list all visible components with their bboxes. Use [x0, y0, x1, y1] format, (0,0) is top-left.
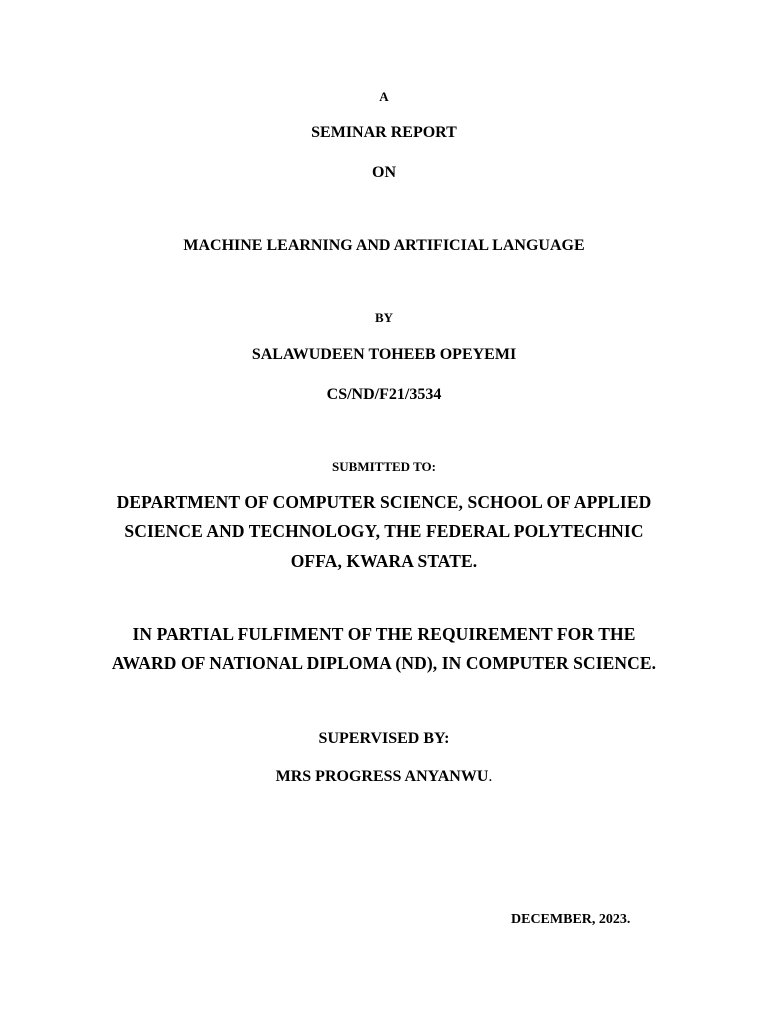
- report-topic: MACHINE LEARNING AND ARTIFICIAL LANGUAGE: [183, 237, 585, 254]
- supervisor-trailing-period: .: [488, 768, 493, 785]
- by-word: BY: [374, 310, 394, 325]
- supervisor-name: MRS PROGRESS ANYANWU: [275, 768, 489, 785]
- article-a: A: [379, 89, 389, 104]
- purpose-line-2: AWARD OF NATIONAL DIPLOMA (ND), IN COMPUTER SCIENCE.: [111, 653, 657, 673]
- report-date: DECEMBER, 2023.: [511, 912, 631, 927]
- report-type-heading: SEMINAR REPORT: [311, 124, 457, 141]
- department-line-2: SCIENCE AND TECHNOLOGY, THE FEDERAL POLYTECHNIC: [124, 521, 644, 541]
- author-name: SALAWUDEEN TOHEEB OPEYEMI: [251, 346, 517, 363]
- matric-number: CS/ND/F21/3534: [326, 386, 442, 403]
- department-line-1: DEPARTMENT OF COMPUTER SCIENCE, SCHOOL OF APPLIED: [116, 492, 652, 512]
- supervised-by-label: SUPERVISED BY:: [318, 730, 450, 747]
- on-word: ON: [372, 164, 396, 181]
- purpose-line-1: IN PARTIAL FULFIMENT OF THE REQUIREMENT FOR THE: [132, 624, 636, 644]
- submitted-to-label: SUBMITTED TO:: [332, 459, 436, 474]
- department-line-3: OFFA, KWARA STATE.: [290, 551, 478, 571]
- supervisor-line: [0, 769, 768, 785]
